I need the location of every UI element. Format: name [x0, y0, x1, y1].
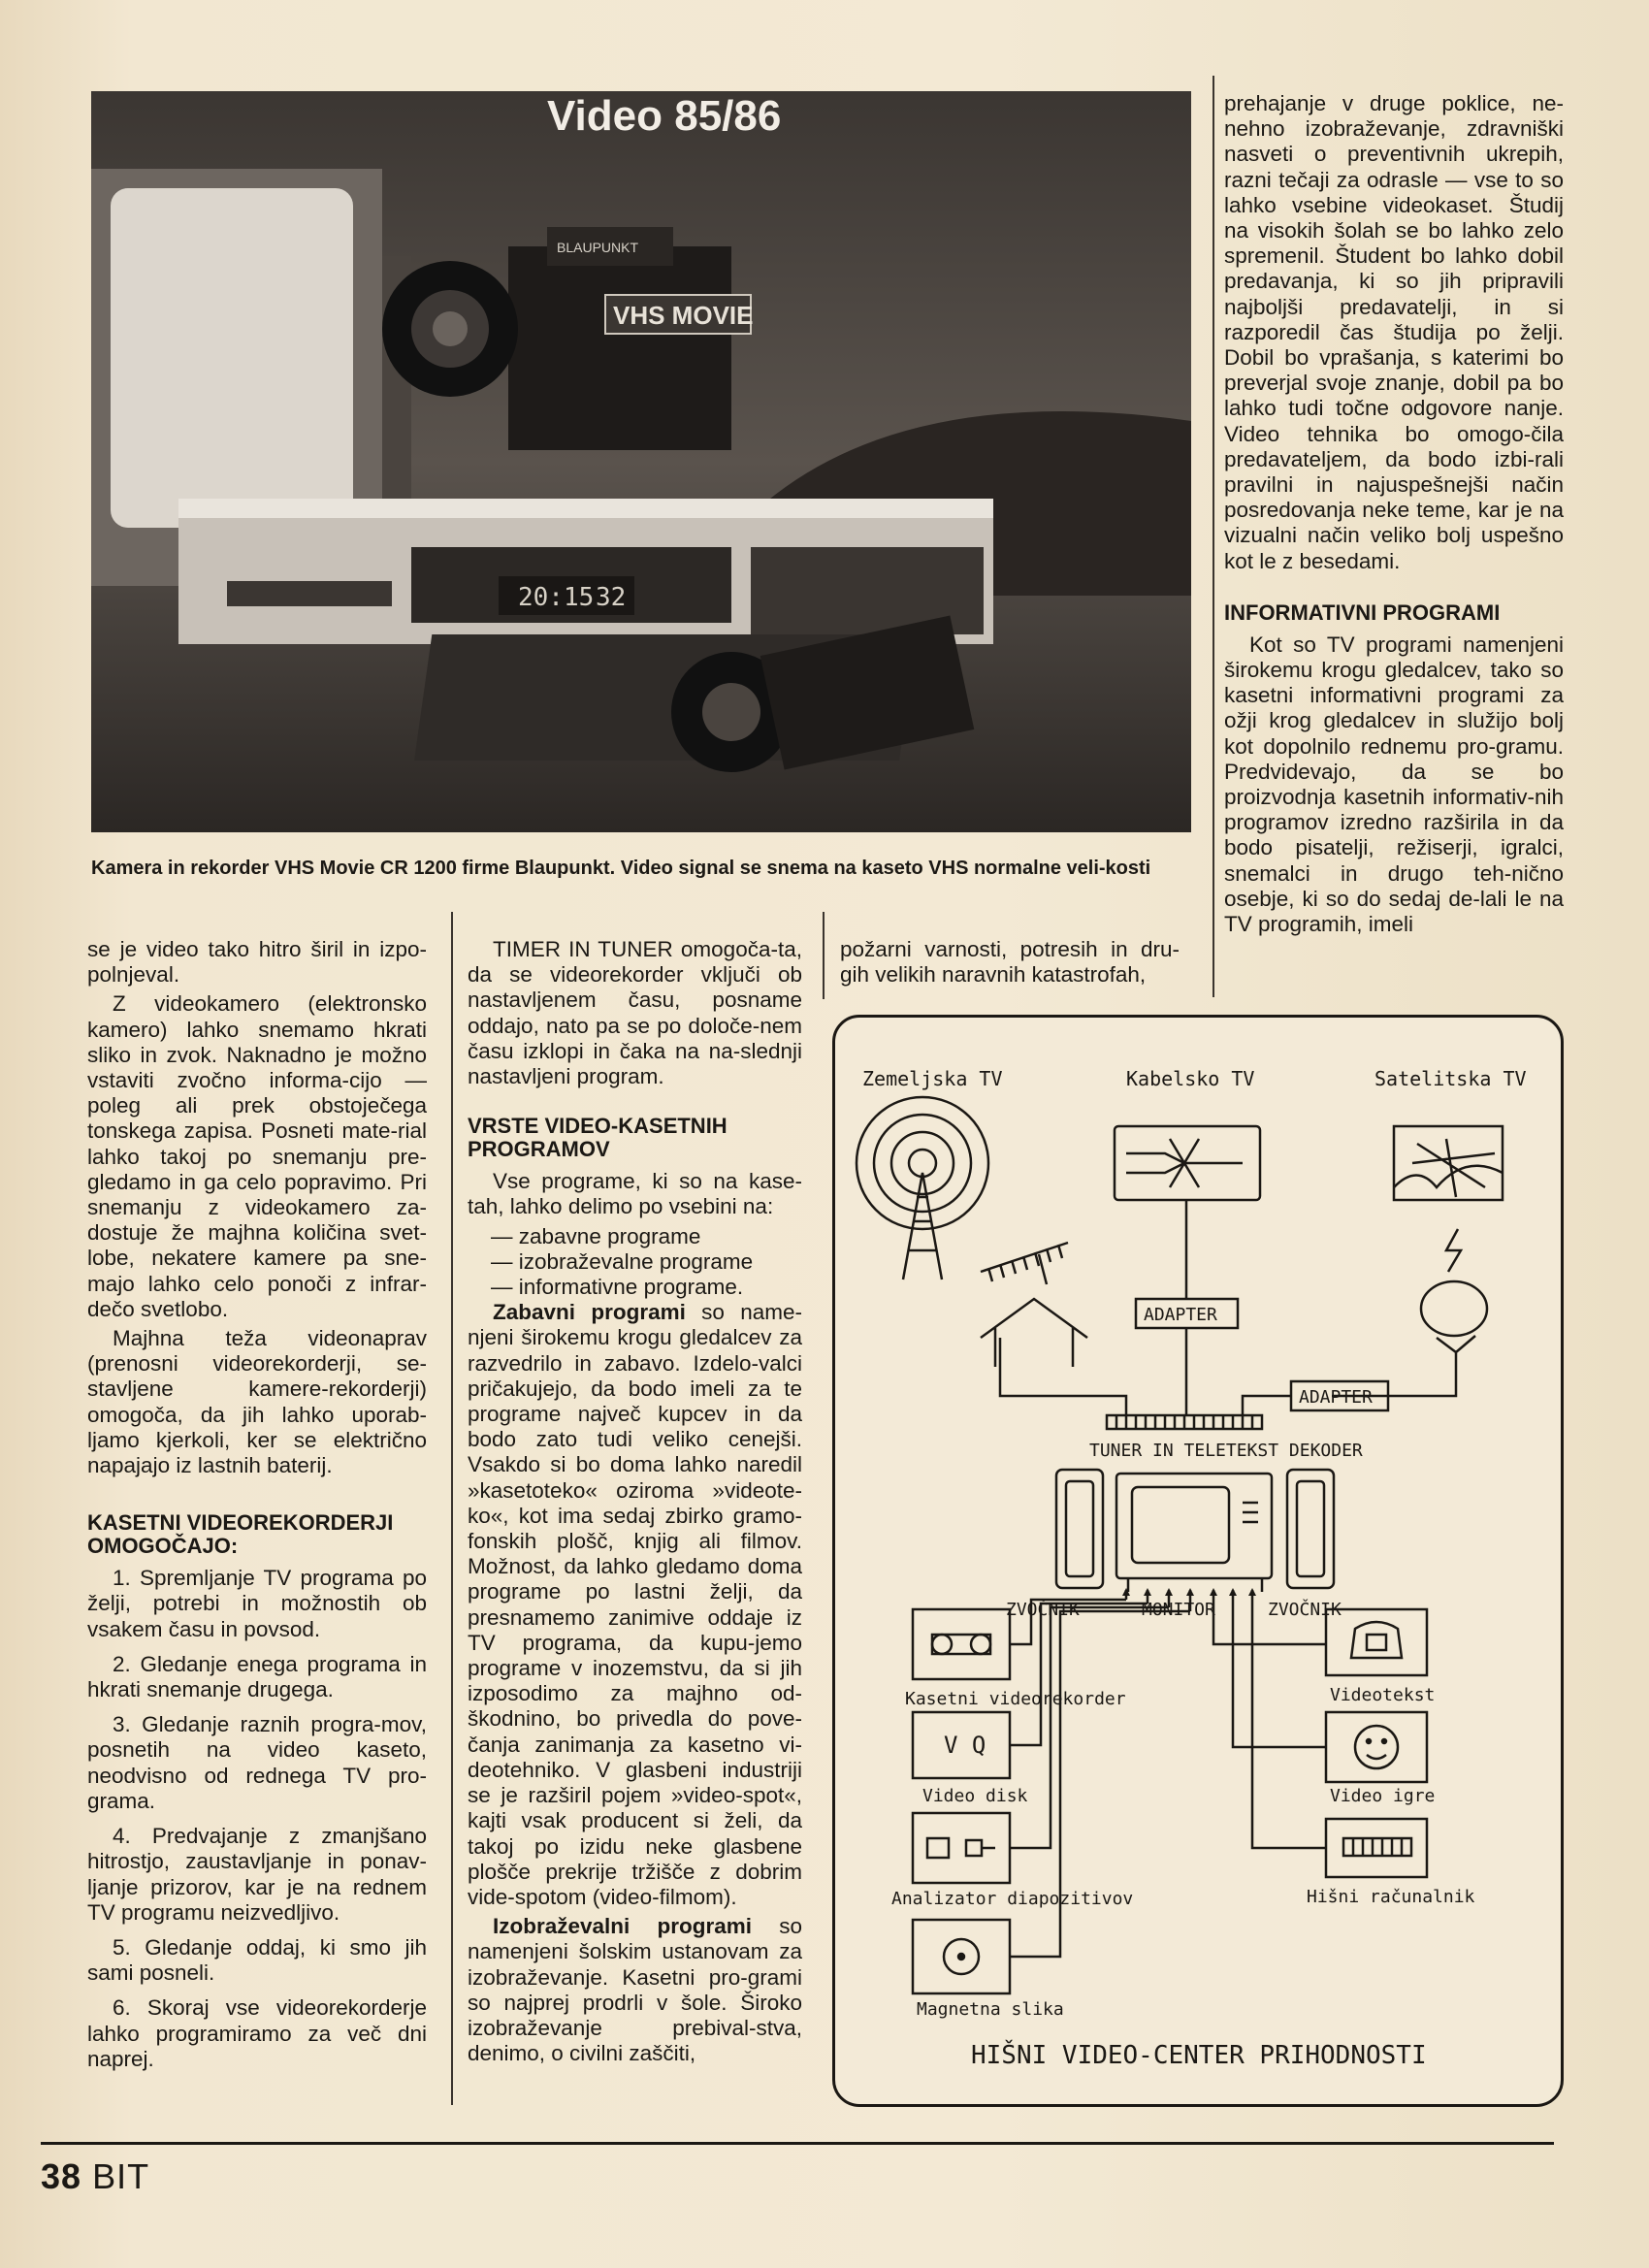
- text-column-3: [840, 937, 1180, 991]
- paragraph: se je video tako hitro širil in izpo-polnjeval.: [87, 937, 427, 988]
- magazine-name: BIT: [92, 2156, 150, 2196]
- label-videotekst: Videotekst: [1330, 1685, 1436, 1705]
- text-column-1: [87, 937, 427, 2082]
- footer-rule: [41, 2142, 1554, 2145]
- paragraph: Kot so TV programi namenjeni širokemu krogu gledalcev, tako so kasetni informativni programi za ožji krog gledalcev in služijo bolj kot dopolnilo rednemu pro-gramu. Predvidevajo, da se bo proizvodnja kasetnih informativ-nih programov izredno razširila in da bodo pisatelji, režiserji, igralci, snemalci in drugo teh-nično osebje, ki so do sedaj de-lali le na TV programih, imeli: [1224, 632, 1564, 937]
- program-types-list: [468, 1224, 802, 1301]
- lead-term: Zabavni programi: [493, 1300, 686, 1325]
- channel-display: 32: [596, 583, 627, 612]
- label-monitor: MONITOR: [1142, 1600, 1215, 1620]
- label-adapter: ADAPTER: [1144, 1305, 1217, 1325]
- page-footer: [41, 2157, 149, 2196]
- label-zvocnik-right: ZVOČNIK: [1268, 1600, 1342, 1620]
- label-video-igre: Video igre: [1330, 1786, 1436, 1806]
- diagram-title: HIŠNI VIDEO-CENTER PRIHODNOSTI: [971, 2041, 1427, 2070]
- page-number: 38: [41, 2156, 82, 2196]
- list-item: 4. Predvajanje z zmanjšano hitrostjo, zaustavljanje in ponav-ljanje prizorov, kar je na rednem TV programu neizvedljivo.: [87, 1824, 427, 1925]
- list-item: 5. Gledanje oddaj, ki smo jih sami posneli.: [87, 1934, 427, 1986]
- paragraph: prehajanje v druge poklice, ne-nehno izobraževanje, zdravniški nasveti o preventivnih ukrepih, razni tečaji za odrasle — vse to so lahko vsebine videokaset. Študij na visokih šolah se bo lahko zelo spremenil. Študent bo lahko dobil predavanja, ki so jih pripravili najboljši predavatelji, in si razporedil čas študija po želji. Dobil bo vprašanja, s katerimi bo preverjal svoje znanje, dobil pa bo lahko tudi točne odgovore nanje. Video tehnika bo omogo-čila predavateljem, da bodo izbi-rali pravilni in najuspešnejši način posredovanja neke teme, kar je na vizualni način veliko bolj uspešno kot le z besedami.: [1224, 91, 1564, 573]
- label-kasetni-videorekorder: Kasetni videorekorder: [905, 1689, 1126, 1709]
- clock-display: 20:15: [518, 583, 595, 612]
- column-rule: [451, 912, 453, 2105]
- label-hisni-racunalnik: Hišni računalnik: [1307, 1887, 1475, 1907]
- product-photo: [91, 91, 1191, 832]
- label-satelitska-tv: Satelitska TV: [1374, 1067, 1527, 1090]
- paragraph: Z videokamero (elektronsko kamero) lahko snemamo hkrati sliko in zvok. Naknadno je možno vstaviti zvočno informa-cijo — poleg ali prek obstoječega tonskega zapisa. Posneti mate-rial lahko takoj po snemanju pre-gledamo in ga celo popravimo. Pri snemanju z videokamero za-dostuje že majhna količina svet-lobe, nekatere kamere pa sne-majo lahko celo ponoči z infrar-dečo svetlobo.: [87, 991, 427, 1321]
- column-rule: [823, 912, 824, 999]
- label-tuner: TUNER IN TELETEKST DEKODER: [1089, 1441, 1363, 1461]
- photo-overlay-title: Video 85/86: [547, 92, 782, 140]
- list-item: 2. Gledanje enega programa in hkrati snemanje drugega.: [87, 1651, 427, 1702]
- list-item: 1. Spremljanje TV programa po želji, potrebi in možnostih ob vsakem času in povsod.: [87, 1566, 427, 1641]
- label-zvocnik-left: ZVOČNIK: [1006, 1600, 1080, 1620]
- list-item: — zabavne programe: [491, 1224, 802, 1249]
- label-kabelska-tv: Kabelsko TV: [1126, 1067, 1255, 1090]
- paragraph: požarni varnosti, potresih in dru-gih velikih naravnih katastrofah,: [840, 937, 1180, 988]
- lead-term: Izobraževalni programi: [493, 1914, 753, 1939]
- list-item: — izobraževalne programe: [491, 1249, 802, 1275]
- label-analizator: Analizator diapozitivov: [891, 1889, 1134, 1909]
- text-column-2: [468, 937, 802, 2070]
- diagram-drawing: [835, 1018, 1561, 2104]
- paragraph-body: so name-njeni širokemu krogu gledalcev za razvedrilo in zabavo. Izdelo-valci pričakujejo, da bodo imeli za te programe največ kupcev in da bodo zato tudi veliko cenejši. Vsakdo si bo doma lahko naredil »kasetoteko« oziroma »videote-ko«, kot ima sedaj zbirko gramo-fonskih plošč, knjig ali filmov. Možnost, da lahko gledamo doma programe po lastni želji, da presnamemo zanimive oddaje iz TV programa, da kupu-jemo programe v inozemstvu, da si jih izposodimo za majhno od-škodnino, bo privedla do pove-čanja zanimanja za kasetno vi-deotehniko. V glasbeni industriji se je razširil pojem »video-spot«, kajti vsak producent si želi, da takoj po izidu neke glasbene plošče prekrije tržišče z dobrim vide-spotom (video-filmom).: [468, 1300, 802, 1909]
- section-heading: KASETNI VIDEOREKORDERJI OMOGOČAJO:: [87, 1510, 394, 1559]
- list-item: 6. Skoraj vse videorekorderje lahko programiramo za več dni naprej.: [87, 1995, 427, 2071]
- section-heading: VRSTE VIDEO-KASETNIH PROGRAMOV: [468, 1114, 728, 1162]
- section-heading: INFORMATIVNI PROGRAMI: [1224, 599, 1501, 625]
- list-item: 3. Gledanje raznih progra-mov, posnetih na video kaseto, neodvisno od rednega TV pro-grama.: [87, 1712, 427, 1813]
- text-column-4: [1224, 91, 1564, 941]
- paragraph: [468, 1914, 802, 2066]
- label-video-disk: Video disk: [922, 1786, 1028, 1806]
- camera-recorder-image: [91, 91, 1191, 832]
- label-magnetna-slika: Magnetna slika: [917, 1999, 1064, 2020]
- vhs-movie-badge: VHS MOVIE: [613, 301, 754, 330]
- column-rule: [1212, 76, 1214, 997]
- brand-label: BLAUPUNKT: [557, 240, 639, 255]
- paragraph-body: so namenjeni šolskim ustanovam za izobraževanje. Kasetni pro-grami so najprej prodrli v šole. Široko izobraževanje prebival-stva, denimo, o civilni zaščiti,: [468, 1914, 803, 2066]
- label-zemeljska-tv: Zemeljska TV: [862, 1067, 1003, 1090]
- feature-list: [87, 1566, 427, 2072]
- paragraph: Vse programe, ki so na kase-tah, lahko delimo po vsebini na:: [468, 1169, 802, 1219]
- photo-caption: Kamera in rekorder VHS Movie CR 1200 firme Blaupunkt. Video signal se snema na kaseto VHS normalne veli-kosti: [91, 858, 1151, 879]
- paragraph: Majhna teža videonaprav (prenosni videorekorderji, se-stavljene kamere-rekorderji) omogoča, da jih lahko uporab-ljamo kjerkoli, ker se električno napajajo iz lastnih baterij.: [87, 1326, 427, 1478]
- home-video-center-diagram: [832, 1015, 1564, 2107]
- label-vq: V Q: [944, 1732, 986, 1759]
- list-item: — informativne programe.: [491, 1275, 802, 1300]
- label-adapter: ADAPTER: [1299, 1387, 1373, 1408]
- paragraph: TIMER IN TUNER omogoča-ta, da se videorekorder vključi ob nastavljenem času, posname oddajo, nato pa se po določe-nem času izklopi in čaka na na-slednji nastavljeni program.: [468, 937, 802, 1089]
- paragraph: [468, 1300, 802, 1910]
